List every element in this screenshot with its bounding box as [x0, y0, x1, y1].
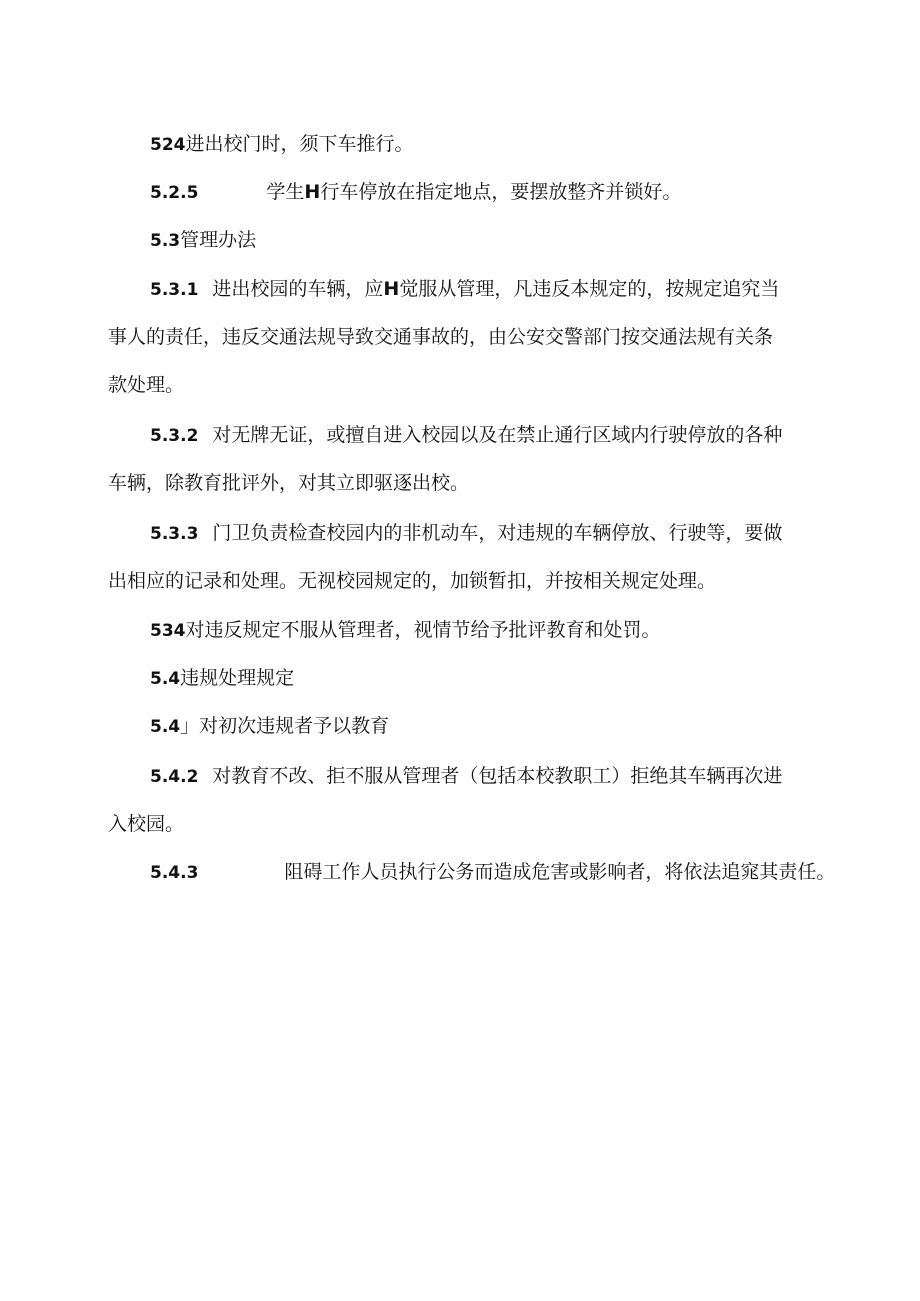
paragraph-5-4-2: [108, 752, 820, 848]
heading-text: 违规处理规定: [180, 667, 295, 689]
paragraph-text: 门卫负责检查校园内的非机动车，对违规的车辆停放、行驶等，要做: [212, 522, 783, 544]
paragraph-5-2-4: [108, 120, 820, 168]
section-number: 534: [150, 621, 186, 641]
paragraph-text: 学生: [266, 181, 305, 203]
section-number: 524: [150, 135, 186, 155]
paragraph-text: 阻碍工作人员执行公务而造成危害或影响者，将依法追窕其责任。: [284, 861, 836, 883]
section-number: 5.3: [150, 231, 181, 251]
paragraph-text: 对无牌无证，或擅自进入校园以及在禁止通行区域内行驶停放的各种: [212, 424, 783, 446]
heading-5-4: [108, 654, 820, 702]
paragraph-5-3-3: [108, 509, 820, 605]
section-number: 5.3.1: [150, 280, 199, 300]
section-number: 5.4.2: [150, 767, 199, 787]
ocr-artifact-h: H: [304, 181, 321, 203]
paragraph-5-3-4: [108, 606, 820, 654]
paragraph-text: 款处理。: [108, 374, 185, 396]
paragraph-text: 对违反规定不服从管理者，视情节给予批评教育和处罚。: [185, 619, 661, 641]
paragraph-text: 进出校园的车辆，应: [212, 278, 384, 300]
paragraph-text: 进出校门时，须下车推行。: [185, 133, 414, 155]
paragraph-text: 」对初次违规者予以教育: [180, 715, 390, 737]
paragraph-text: 事人的责任，违反交通法规导致交通事故的，由公安交警部门按交通法规有关条: [108, 326, 774, 348]
ocr-artifact-h: H: [383, 278, 400, 300]
paragraph-5-4-1: [108, 702, 820, 750]
section-number: 5.3.2: [150, 426, 199, 446]
paragraph-text: 觉服从管理，凡违反本规定的，按规定追究当: [399, 278, 780, 300]
paragraph-5-2-5: [108, 168, 820, 216]
paragraph-text: 入校园。: [108, 813, 185, 835]
paragraph-text: 出相应的记录和处理。无视校园规定的，加锁暂扣，并按相关规定处理。: [108, 570, 717, 592]
section-number: 5.2.5: [150, 183, 199, 203]
section-number: 5.4: [150, 669, 181, 689]
paragraph-text: 行车停放在指定地点，要摆放整齐并锁好。: [320, 181, 682, 203]
paragraph-text: 对教育不改、拒不服从管理者（包括本校教职工）拒绝其车辆再次进: [212, 765, 783, 787]
section-number: 5.3.3: [150, 524, 199, 544]
paragraph-5-3-2: [108, 411, 820, 507]
paragraph-5-3-1: [108, 265, 820, 409]
heading-text: 管理办法: [180, 229, 257, 251]
section-number: 5.4.3: [150, 863, 199, 883]
heading-5-3: [108, 216, 820, 264]
section-number: 5.4: [150, 717, 181, 737]
paragraph-text: 车辆，除教育批评外，对其立即驱逐出校。: [108, 472, 470, 494]
paragraph-5-4-3: [108, 848, 838, 896]
